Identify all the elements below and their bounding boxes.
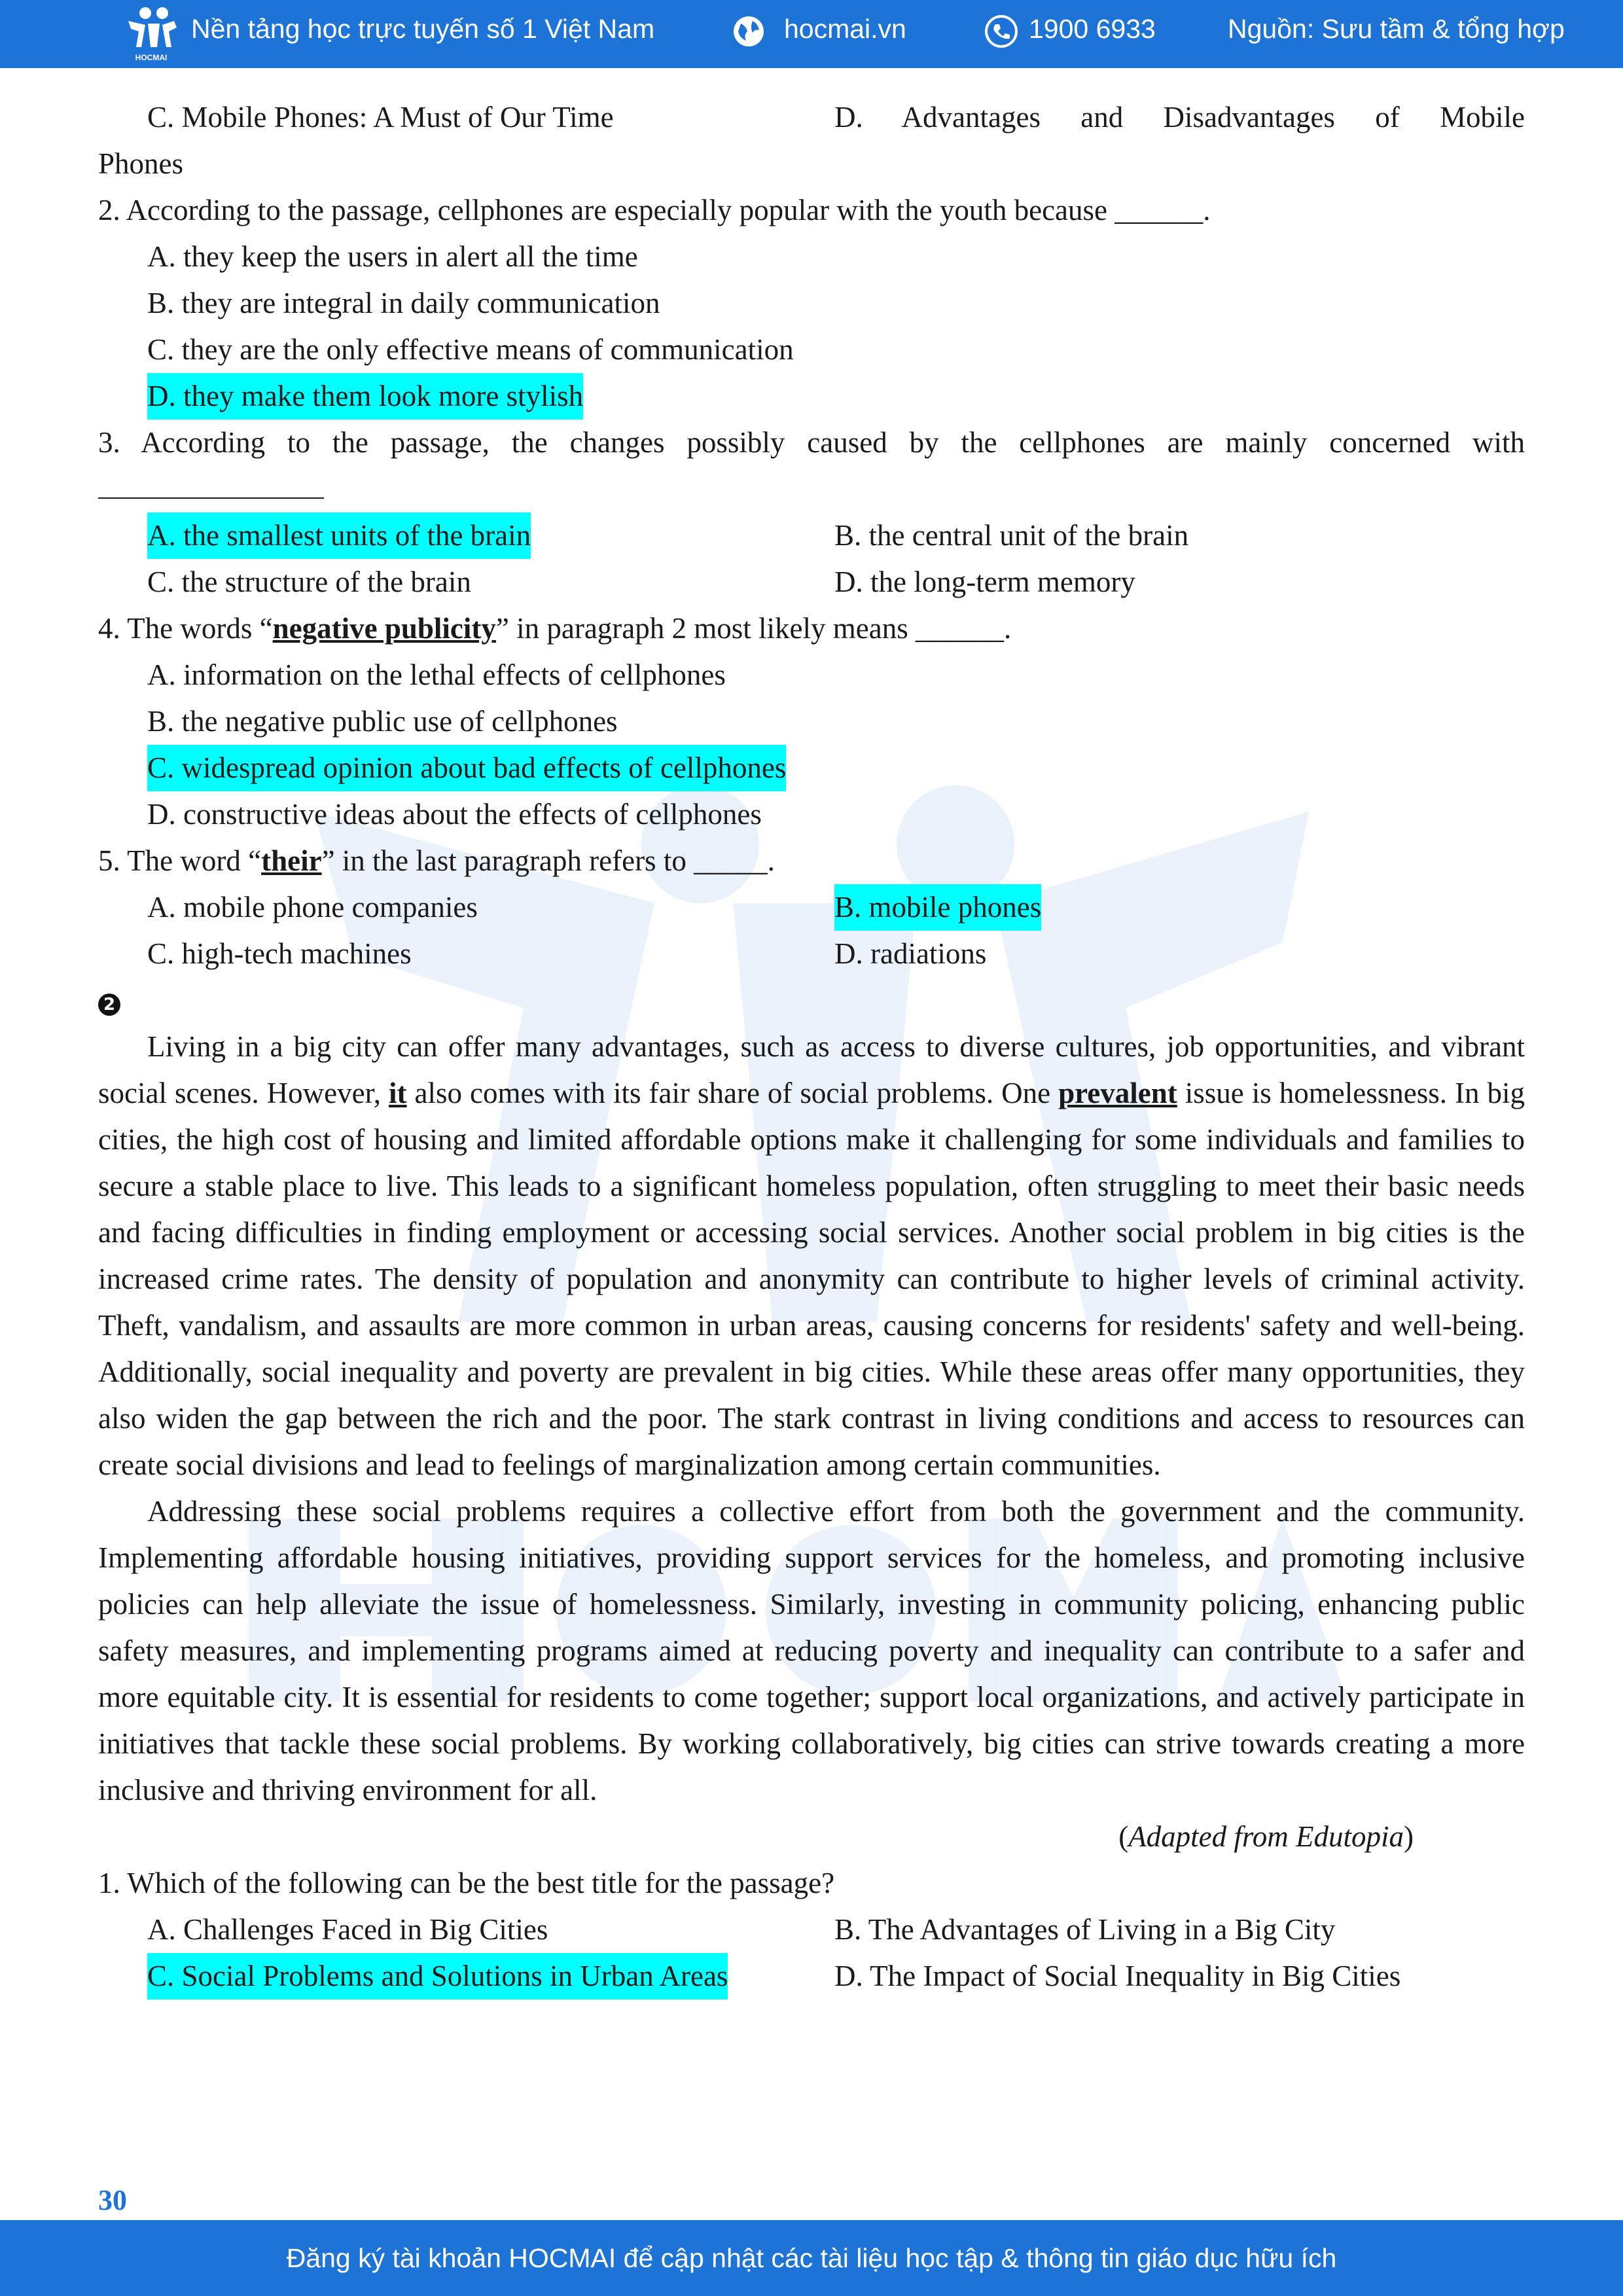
globe-icon (732, 14, 766, 48)
answer-blank-line (98, 466, 1525, 512)
question-stem: 1. Which of the following can be the best title for the passage? (98, 1867, 835, 1899)
option-d-continued: Phones (98, 147, 184, 180)
header-slogan: Nền tảng học trực tuyến số 1 Việt Nam (191, 14, 655, 44)
header-bar (0, 0, 1623, 68)
question-options-row (98, 94, 1525, 141)
option-b-answer: B. mobile phones (834, 884, 1041, 931)
option-a: A. information on the lethal effects of cellphones (147, 658, 726, 691)
footer-text: Đăng ký tài khoản HOCMAI để cập nhật các tài liệu học tập & thông tin giáo dục hữu ích (286, 2243, 1337, 2273)
phone-icon (984, 14, 1018, 48)
passage-paragraph-2: Addressing these social problems requires a collective effort from both the government and the community. Implementing affordable housing initiatives, providing support services for the homeless, and promoting inclusive policies can help alleviate the issue of homelessness. Similarly, investing in community policing, enhancing public safety measures, and implementing programs aimed at reducing poverty and inequality can contribute to a safer and more equitable city. It is essential for residents to come together; support local organizations, and actively participate in initiatives that tackle these social problems. By working collaboratively, big cities can strive towards creating a more inclusive and thriving environment for all. (98, 1495, 1525, 1806)
option-c: C. Mobile Phones: A Must of Our Time (147, 101, 614, 134)
section-number: 2 (98, 994, 120, 1016)
page-number: 30 (98, 2184, 127, 2216)
keyword: their (261, 844, 322, 877)
keyword-prevalent: prevalent (1058, 1077, 1177, 1109)
question-stem: 2. According to the passage, cellphones are especially popular with the youth because ______. (98, 194, 1211, 226)
option-d: D. the long-term memory (834, 565, 1135, 598)
option-c: C. they are the only effective means of communication (147, 333, 794, 366)
section-marker (98, 977, 1525, 1024)
option-a: A. mobile phone companies (147, 891, 478, 924)
header-source: Nguồn: Sưu tầm & tổng hợp (1228, 14, 1565, 44)
keyword: negative publicity (272, 612, 496, 645)
option-b: B. the central unit of the brain (834, 519, 1189, 552)
option-d: D. radiations (834, 937, 987, 970)
option-a-answer: A. the smallest units of the brain (147, 512, 531, 559)
option-a: A. they keep the users in alert all the time (147, 240, 638, 273)
svg-text:HOCMAI: HOCMAI (135, 53, 168, 62)
option-d-answer: D. they make them look more stylish (147, 373, 583, 420)
option-c: C. high-tech machines (147, 937, 412, 970)
hocmai-logo (122, 4, 181, 64)
option-c-answer: C. Social Problems and Solutions in Urban Areas (147, 1953, 728, 2000)
passage-citation: (Adapted from Edutopia) (1118, 1820, 1414, 1853)
option-b: B. the negative public use of cellphones (147, 705, 618, 738)
question-stem: 3. According to the passage, the changes possibly caused by the cellphones are mainly concerned with (98, 426, 1525, 459)
option-d: D. constructive ideas about the effects of cellphones (147, 798, 762, 831)
option-d: D. Advantages and Disadvantages of Mobile (834, 101, 1525, 134)
footer-bar (0, 2220, 1623, 2296)
passage-paragraph-1: Living in a big city can offer many advantages, such as access to diverse cultures, job opportunities, and vibrant social scenes. However, it also comes with its fair share of social problems. One prevalent issue is homelessness. In big cities, the high cost of housing and limited affordable options make it challenging for some individuals and families to secure a stable place to live. This leads to a significant homeless population, often struggling to meet their basic needs and facing difficulties in finding employment or accessing social services. Another social problem in big cities is the increased crime rates. The density of population and anonymity can contribute to higher levels of criminal activity. Theft, vandalism, and assaults are more common in urban areas, causing concerns for residents' safety and well-being. Additionally, social inequality and poverty are prevalent in big cities. While these areas offer many opportunities, they also widen the gap between the rich and the poor. The stark contrast in living conditions and access to resources can create social divisions and lead to feelings of marginalization among certain communities. (98, 1030, 1525, 1481)
question-stem: 4. The words “negative publicity” in paragraph 2 most likely means ______. (98, 612, 1012, 645)
option-b: B. The Advantages of Living in a Big City (834, 1913, 1336, 1946)
question-stem: 5. The word “their” in the last paragraph refers to _____. (98, 844, 775, 877)
hotline-number: 1900 6933 (1029, 14, 1156, 44)
option-d: D. The Impact of Social Inequality in Big Cities (834, 1960, 1401, 1992)
option-c: C. the structure of the brain (147, 565, 471, 598)
keyword-it: it (389, 1077, 407, 1109)
option-a: A. Challenges Faced in Big Cities (147, 1913, 548, 1946)
website-link[interactable]: hocmai.vn (784, 14, 906, 44)
option-c-answer: C. widespread opinion about bad effects of cellphones (147, 745, 786, 791)
option-b: B. they are integral in daily communication (147, 287, 660, 319)
page-content (98, 94, 1525, 2000)
